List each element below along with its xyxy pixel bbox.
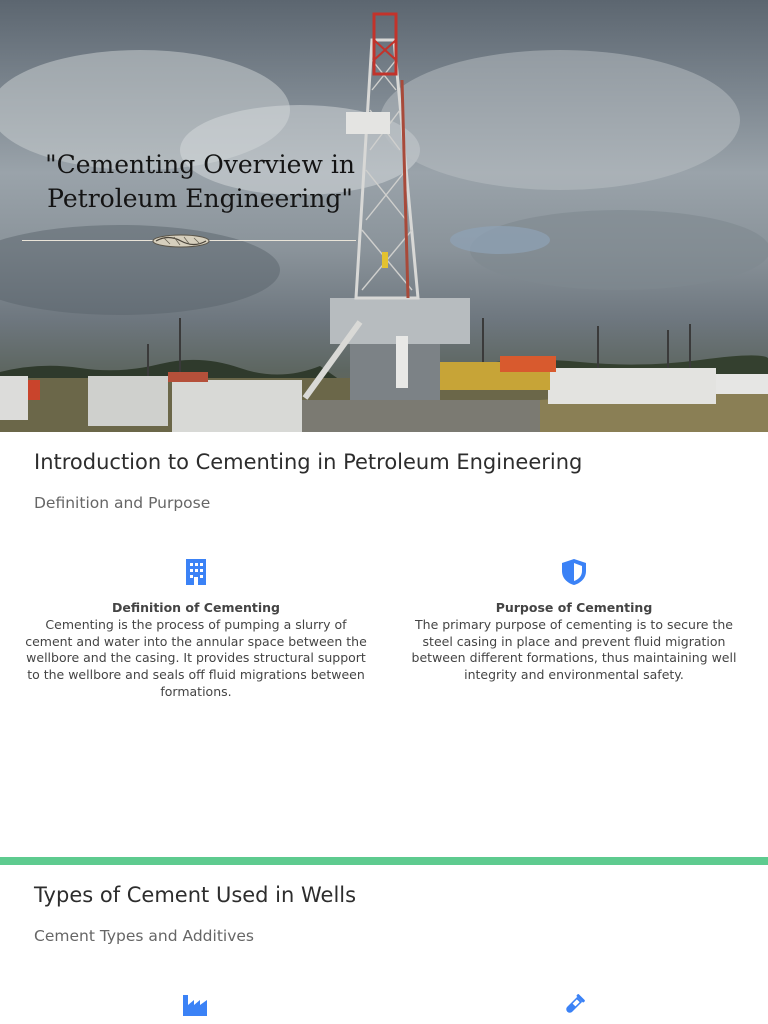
hero-title: "Cementing Overview in Petroleum Engineering" <box>45 150 355 213</box>
test-tube-icon <box>562 993 586 1017</box>
purpose-card <box>400 558 748 684</box>
section-divider <box>0 857 768 865</box>
factory-icon <box>182 993 208 1017</box>
definition-card <box>20 558 372 701</box>
intro-subtitle: Definition and Purpose <box>34 494 211 512</box>
types-title: Types of Cement Used in Wells <box>34 883 357 907</box>
building-icon <box>185 558 207 586</box>
drilling-rig-photo <box>0 0 768 432</box>
purpose-heading: Purpose of Cementing <box>495 600 653 615</box>
types-subtitle: Cement Types and Additives <box>34 927 254 945</box>
intro-title: Introduction to Cementing in Petroleum Engineering <box>34 450 583 474</box>
hero-banner <box>0 0 768 432</box>
shield-icon <box>561 558 587 586</box>
definition-body: Cementing is the process of pumping a slurry of cement and water into the annular space between the wellbore and the casing. It provides structural support to the wellbore and seals off fluid migrations between formations. <box>25 616 367 699</box>
purpose-body: The primary purpose of cementing is to secure the steel casing in place and prevent fluid migration between different formations, thus maintaining well integrity and environmental safety. <box>411 616 737 683</box>
definition-heading: Definition of Cementing <box>112 600 280 615</box>
leaf-ornament-icon <box>150 232 212 250</box>
